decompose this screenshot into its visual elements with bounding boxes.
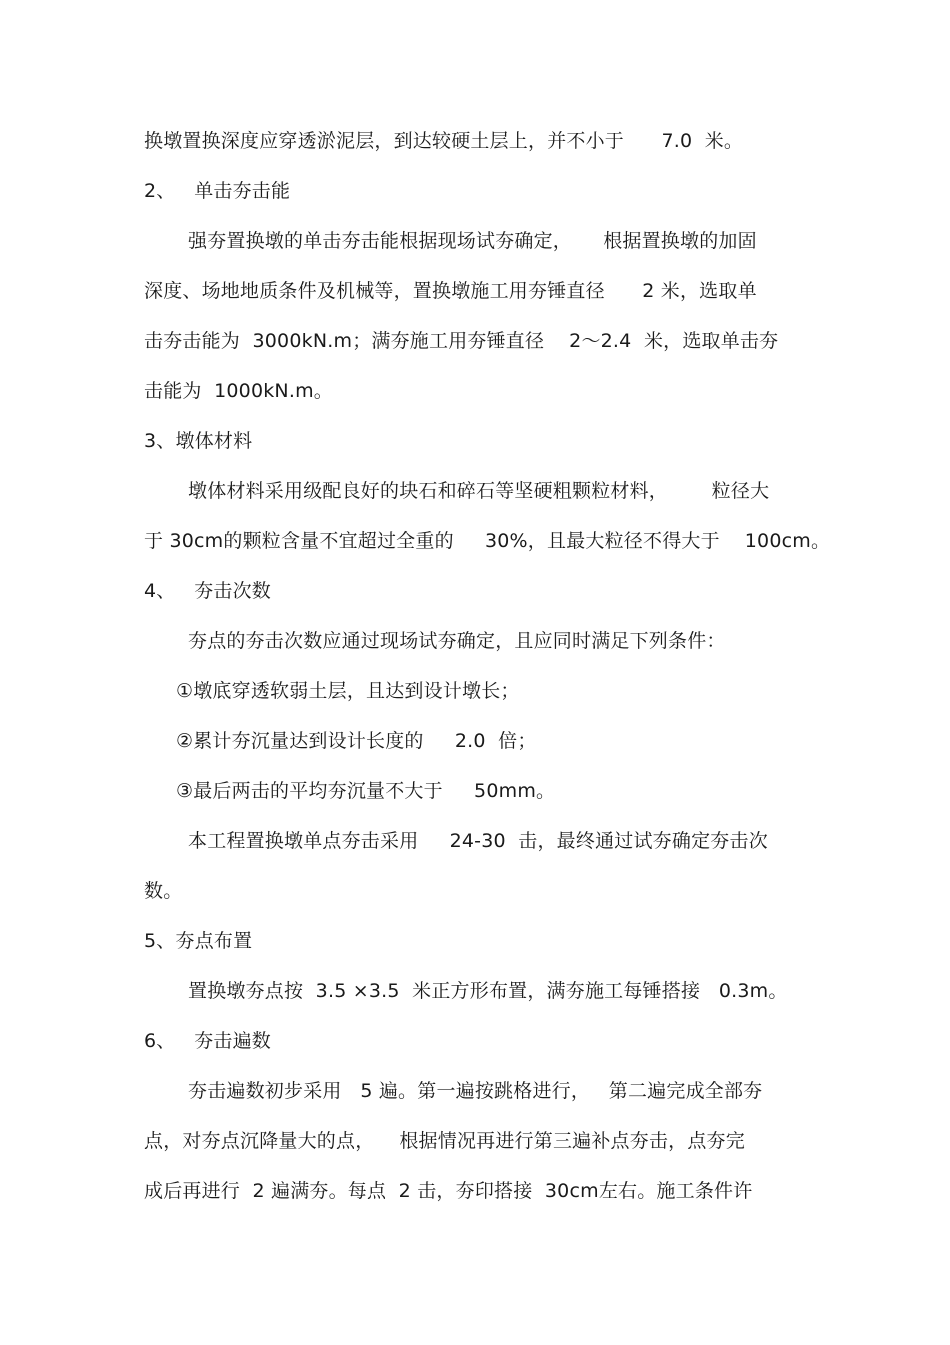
paragraph-line-9: 于 30cm的颗粒含量不宜超过全重的 30%，且最大粒径不得大于 100cm。 <box>144 530 831 552</box>
section-heading-3: 3、墩体材料 <box>144 430 253 452</box>
list-item-3: ③最后两击的平均夯沉量不大于 50mm。 <box>176 780 556 802</box>
paragraph-line-4: 深度、场地地质条件及机械等，置换墩施工用夯锤直径 2 米，选取单 <box>144 280 757 302</box>
paragraph-line-20: 夯击遍数初步采用 5 遍。第一遍按跳格进行， 第二遍完成全部夯 <box>188 1080 763 1102</box>
list-item-2: ②累计夯沉量达到设计长度的 2.0 倍； <box>176 730 537 752</box>
paragraph-line-3: 强夯置换墩的单击夯击能根据现场试夯确定， 根据置换墩的加固 <box>188 230 757 252</box>
paragraph-line-6: 击能为 1000kN.m。 <box>144 380 333 402</box>
paragraph-line-18: 置换墩夯点按 3.5 ×3.5 米正方形布置，满夯施工每锤搭接 0.3m。 <box>188 980 788 1002</box>
list-item-1: ①墩底穿透软弱土层，且达到设计墩长； <box>176 680 520 702</box>
section-heading-2: 2、 单击夯击能 <box>144 180 291 202</box>
section-heading-5: 5、夯点布置 <box>144 930 253 952</box>
paragraph-line-16: 数。 <box>144 880 183 902</box>
section-heading-6: 6、 夯击遍数 <box>144 1030 272 1052</box>
paragraph-line-8: 墩体材料采用级配良好的块石和碎石等坚硬粗颗粒材料， 粒径大 <box>188 480 770 502</box>
paragraph-line-22: 成后再进行 2 遍满夯。每点 2 击，夯印搭接 30cm左右。施工条件许 <box>144 1180 753 1202</box>
paragraph-line-21: 点，对夯点沉降量大的点， 根据情况再进行第三遍补点夯击，点夯完 <box>144 1130 745 1152</box>
section-heading-4: 4、 夯击次数 <box>144 580 272 602</box>
paragraph-line-11: 夯点的夯击次数应通过现场试夯确定，且应同时满足下列条件： <box>188 630 726 652</box>
paragraph-line-5: 击夯击能为 3000kN.m；满夯施工用夯锤直径 2～2.4 米，选取单击夯 <box>144 330 779 352</box>
paragraph-line-1: 换墩置换深度应穿透淤泥层，到达较硬土层上，并不小于 7.0 米。 <box>144 130 744 152</box>
paragraph-line-15: 本工程置换墩单点夯击采用 24-30 击，最终通过试夯确定夯击次 <box>188 830 768 852</box>
